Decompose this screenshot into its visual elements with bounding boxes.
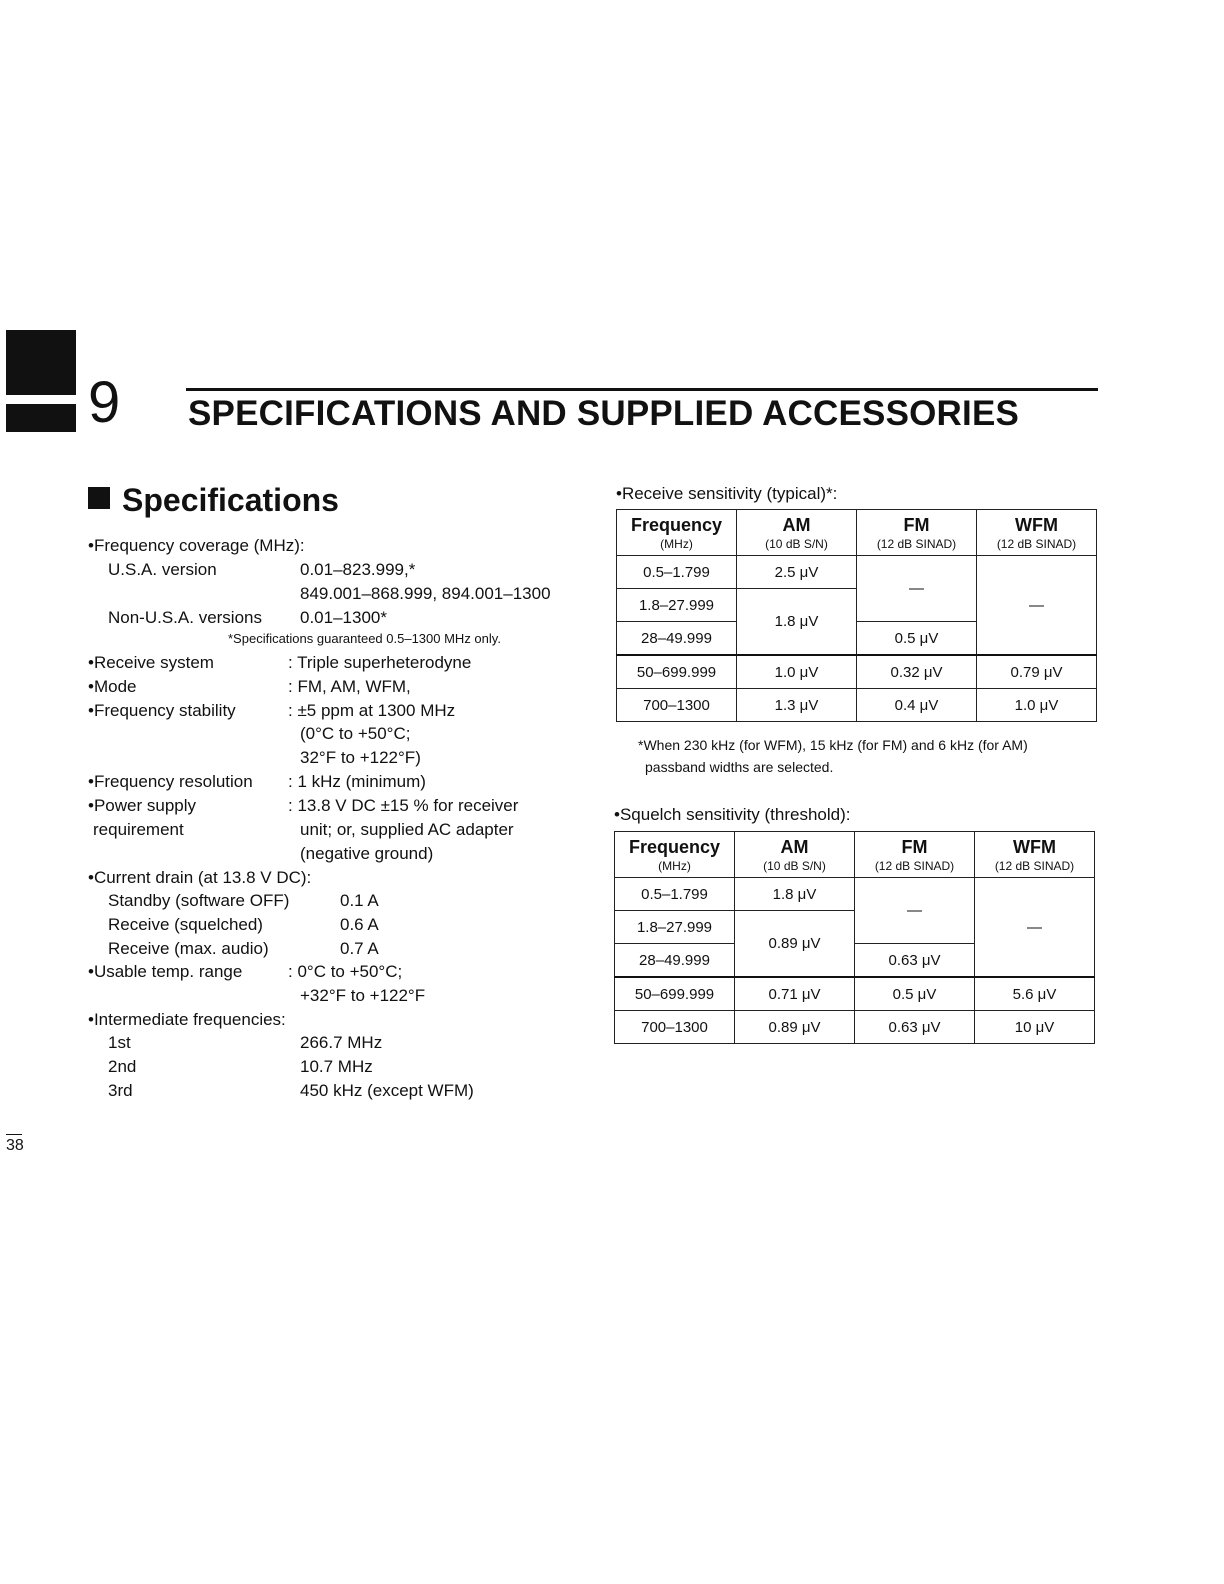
cell-am: 1.3 μV	[737, 689, 857, 722]
receive-system-value: : Triple superheterodyne	[288, 653, 472, 672]
header-frequency: Frequency (MHz)	[617, 510, 737, 556]
cell-freq: 0.5–1.799	[615, 878, 735, 911]
receive-sensitivity-table	[616, 509, 1097, 722]
chapter-title: SPECIFICATIONS AND SUPPLIED ACCESSORIES	[188, 394, 1020, 433]
receive-max-audio-label: Receive (max. audio)	[108, 939, 269, 958]
standby-value: 0.1 A	[340, 891, 379, 910]
if-3rd-value: 450 kHz (except WFM)	[300, 1081, 474, 1100]
if-1st-value: 266.7 MHz	[300, 1033, 383, 1052]
non-usa-version-value: 0.01–1300*	[300, 608, 387, 627]
cell-freq: 50–699.999	[615, 977, 735, 1011]
freq-stability-value-1: : ±5 ppm at 1300 MHz	[288, 701, 456, 720]
table-row	[617, 556, 1097, 589]
table-row	[617, 689, 1097, 722]
cell-wfm: 10 μV	[975, 1011, 1095, 1044]
header-am: AM (10 dB S/N)	[735, 832, 855, 878]
cell-freq: 1.8–27.999	[615, 911, 735, 944]
power-supply-value-1: : 13.8 V DC ±15 % for receiver	[288, 796, 519, 815]
chapter-number: 9	[88, 370, 121, 435]
coverage-footnote: *Specifications guaranteed 0.5–1300 MHz only.	[228, 631, 501, 646]
freq-resolution-value: : 1 kHz (minimum)	[288, 772, 426, 791]
cell-freq: 28–49.999	[617, 622, 737, 656]
if-3rd-label: 3rd	[108, 1081, 133, 1100]
header-am: AM (10 dB S/N)	[737, 510, 857, 556]
freq-stability-value-2: (0°C to +50°C;	[300, 724, 411, 743]
squelch-sensitivity-table	[614, 831, 1095, 1044]
cell-fm: 0.5 μV	[855, 977, 975, 1011]
section-heading	[88, 480, 339, 520]
header-fm: FM (12 dB SINAD)	[857, 510, 977, 556]
page-number-rule	[6, 1134, 22, 1135]
cell-am-merged: 1.8 μV	[737, 589, 857, 656]
cell-wfm: 5.6 μV	[975, 977, 1095, 1011]
header-wfm: WFM (12 dB SINAD)	[977, 510, 1097, 556]
if-2nd-label: 2nd	[108, 1057, 137, 1076]
freq-coverage-label: •Frequency coverage (MHz):	[88, 536, 305, 555]
temp-range-value-2: +32°F to +122°F	[300, 986, 426, 1005]
mode-value: : FM, AM, WFM,	[288, 677, 411, 696]
table-row	[615, 977, 1095, 1011]
temp-range-label: •Usable temp. range	[88, 962, 243, 981]
cell-freq: 0.5–1.799	[617, 556, 737, 589]
header-frequency: Frequency (MHz)	[615, 832, 735, 878]
cell-freq: 50–699.999	[617, 655, 737, 689]
current-drain-label: •Current drain (at 13.8 V DC):	[88, 868, 312, 887]
cell-freq: 700–1300	[617, 689, 737, 722]
cell-am: 2.5 μV	[737, 556, 857, 589]
cell-am: 1.8 μV	[735, 878, 855, 911]
power-supply-label-1: •Power supply	[88, 796, 197, 815]
temp-range-value-1: : 0°C to +50°C;	[288, 962, 403, 981]
non-usa-version-label: Non-U.S.A. versions	[108, 608, 262, 627]
cell-freq: 1.8–27.999	[617, 589, 737, 622]
cell-wfm-merged: —	[977, 556, 1097, 656]
cell-fm: 0.63 μV	[855, 1011, 975, 1044]
table-row	[617, 655, 1097, 689]
chapter-tab-top	[6, 330, 76, 395]
if-1st-label: 1st	[108, 1033, 131, 1052]
cell-fm-merged: —	[855, 878, 975, 944]
cell-am: 0.71 μV	[735, 977, 855, 1011]
power-supply-value-3: (negative ground)	[300, 844, 434, 863]
cell-am: 1.0 μV	[737, 655, 857, 689]
table-row	[615, 878, 1095, 911]
table-row	[615, 1011, 1095, 1044]
usa-version-label: U.S.A. version	[108, 560, 217, 579]
freq-stability-label: •Frequency stability	[88, 701, 236, 720]
cell-wfm-merged: —	[975, 878, 1095, 978]
cell-am: 0.89 μV	[735, 1011, 855, 1044]
if-2nd-value: 10.7 MHz	[300, 1057, 373, 1076]
cell-freq: 28–49.999	[615, 944, 735, 978]
usa-version-value-2: 849.001–868.999, 894.001–1300	[300, 584, 551, 603]
receive-system-label: •Receive system	[88, 653, 214, 672]
receive-max-audio-value: 0.7 A	[340, 939, 379, 958]
sensitivity-note-2: passband widths are selected.	[645, 759, 834, 775]
table-header-row	[615, 832, 1095, 878]
power-supply-label-2: requirement	[93, 820, 184, 839]
receive-squelched-label: Receive (squelched)	[108, 915, 263, 934]
freq-resolution-label: •Frequency resolution	[88, 772, 253, 791]
intermediate-freq-label: •Intermediate frequencies:	[88, 1010, 286, 1029]
cell-am-merged: 0.89 μV	[735, 911, 855, 978]
header-wfm: WFM (12 dB SINAD)	[975, 832, 1095, 878]
standby-label: Standby (software OFF)	[108, 891, 290, 910]
receive-squelched-value: 0.6 A	[340, 915, 379, 934]
header-fm: FM (12 dB SINAD)	[855, 832, 975, 878]
cell-fm: 0.5 μV	[857, 622, 977, 656]
cell-fm: 0.32 μV	[857, 655, 977, 689]
header-rule	[186, 388, 1098, 391]
cell-fm: 0.63 μV	[855, 944, 975, 978]
power-supply-value-2: unit; or, supplied AC adapter	[300, 820, 514, 839]
freq-stability-value-3: 32°F to +122°F)	[300, 748, 421, 767]
cell-fm-merged: —	[857, 556, 977, 622]
chapter-tab-bottom	[6, 404, 76, 432]
mode-label: •Mode	[88, 677, 137, 696]
cell-freq: 700–1300	[615, 1011, 735, 1044]
cell-fm: 0.4 μV	[857, 689, 977, 722]
squelch-sensitivity-caption: •Squelch sensitivity (threshold):	[614, 805, 851, 824]
section-heading-text: Specifications	[122, 482, 339, 518]
cell-wfm: 0.79 μV	[977, 655, 1097, 689]
cell-wfm: 1.0 μV	[977, 689, 1097, 722]
sensitivity-note-1: *When 230 kHz (for WFM), 15 kHz (for FM) and 6 kHz (for AM)	[638, 737, 1028, 753]
square-bullet-icon	[88, 487, 110, 509]
page-number: 38	[6, 1137, 24, 1154]
usa-version-value-1: 0.01–823.999,*	[300, 560, 416, 579]
receive-sensitivity-caption: •Receive sensitivity (typical)*:	[616, 484, 838, 503]
table-header-row	[617, 510, 1097, 556]
